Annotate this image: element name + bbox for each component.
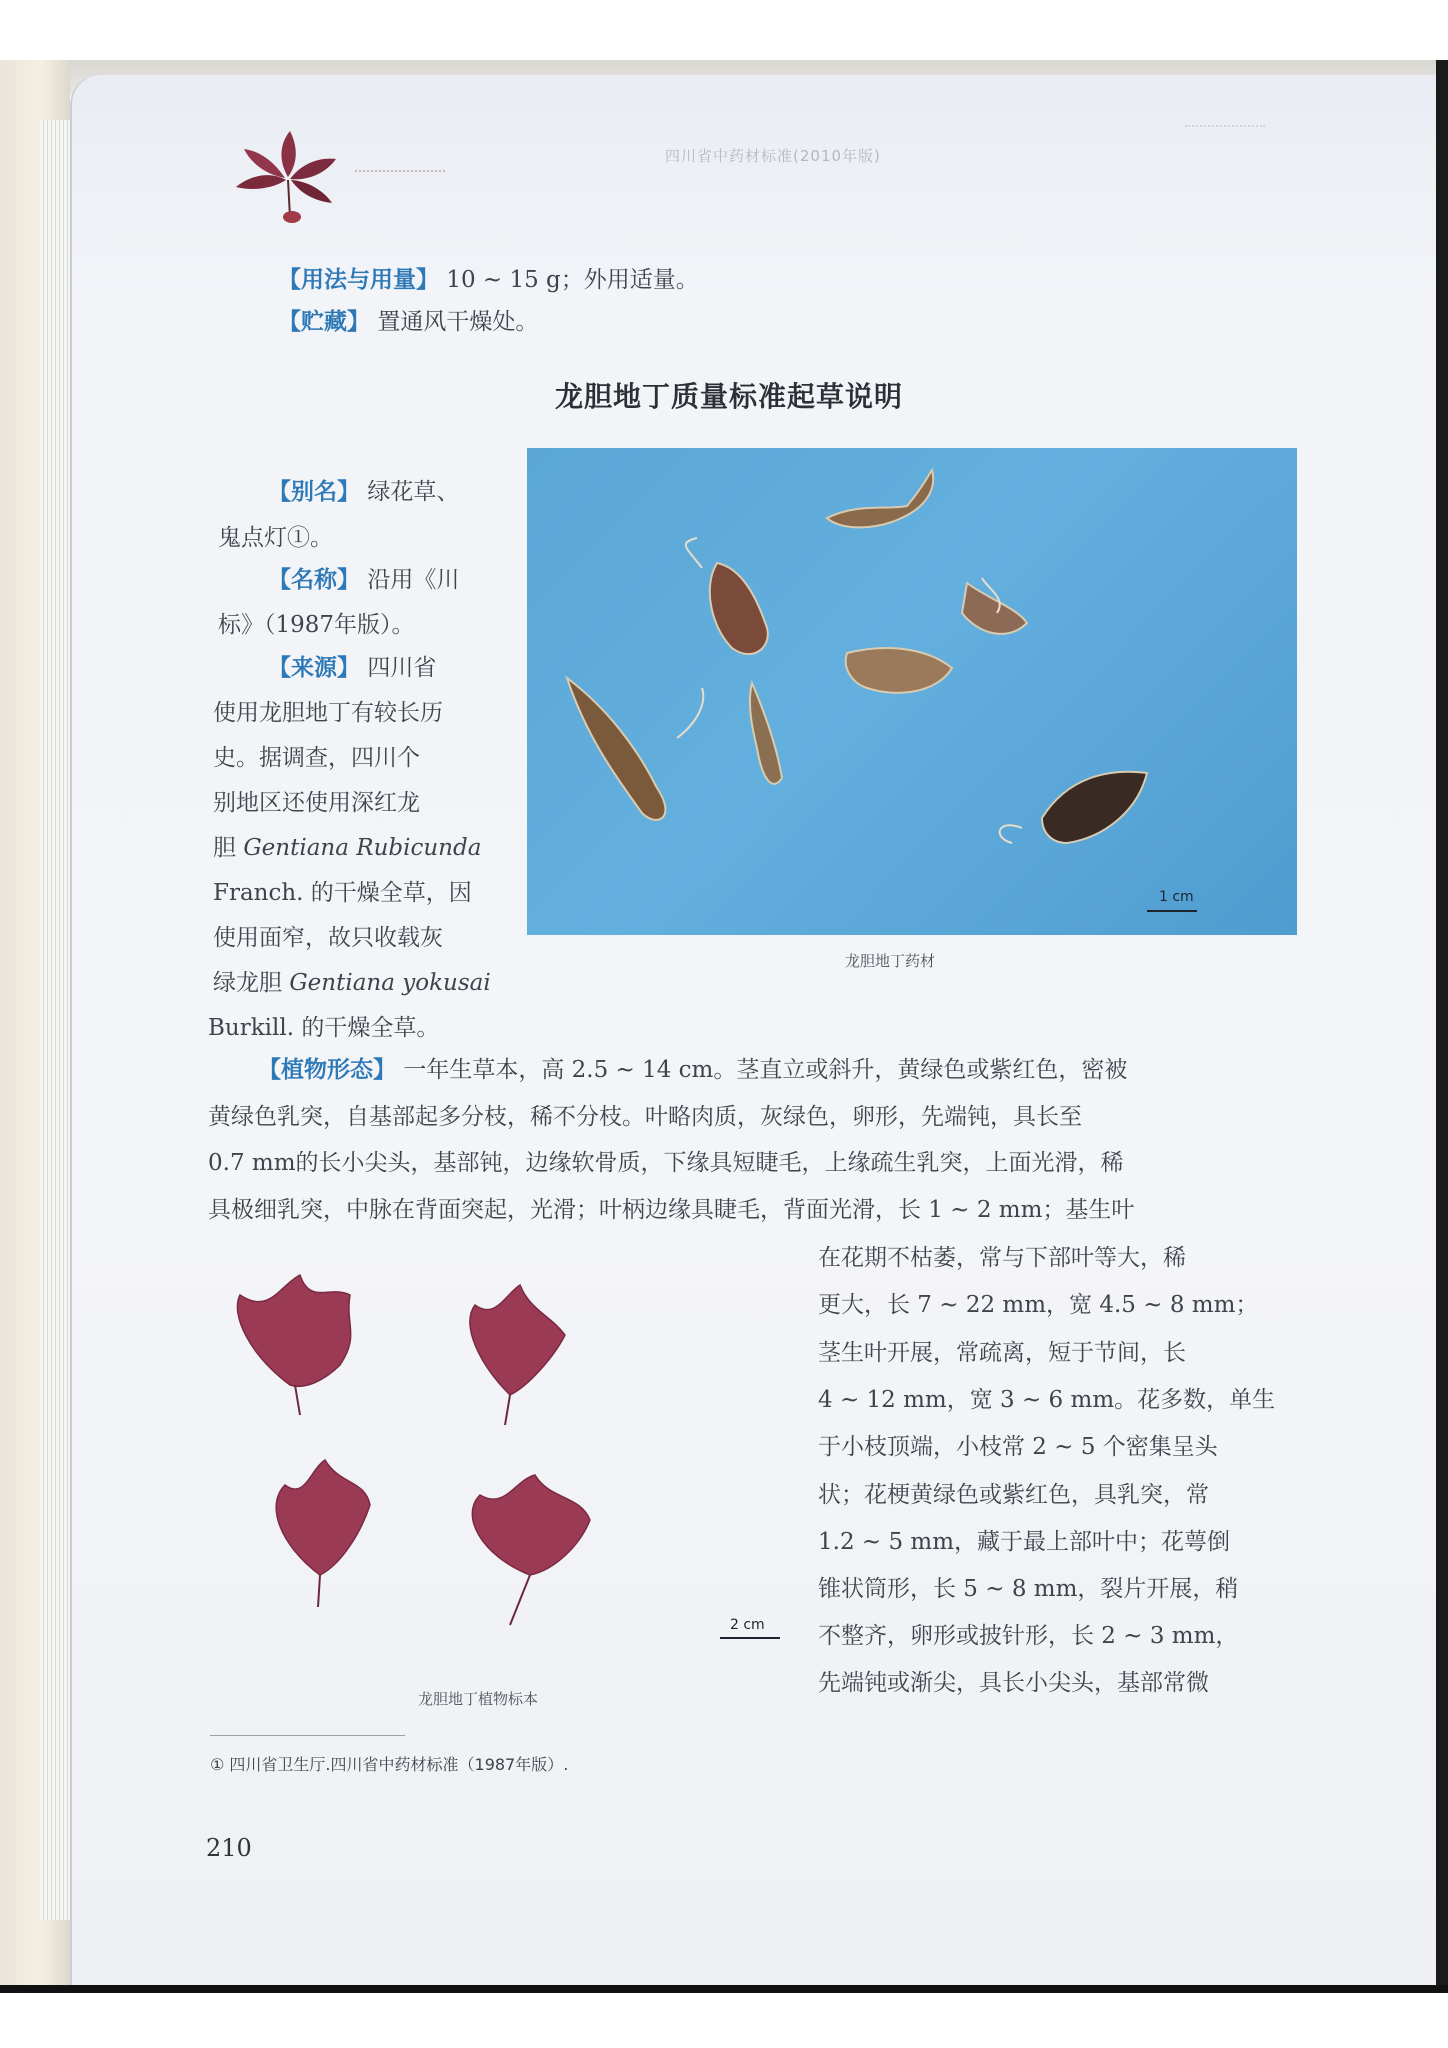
photo-top-margin [0,0,1448,60]
morphology-line: 0.7 mm的长小尖头，基部钝，边缘软骨质，下缘具短睫毛，上缘疏生乳突，上面光滑，稀 [208,1150,1124,1176]
usage-line [278,265,699,295]
left-col-line: 标》（1987年版）。 [218,612,415,638]
figure-caption: 龙胆地丁药材 [845,952,936,970]
left-col-line: 鬼点灯①。 [218,525,333,551]
source-line: 【来源】 四川省 [268,655,437,681]
right-shadow-edge [1436,60,1448,1985]
alias-label: 【别名】 [268,479,360,505]
herb-material-photo [527,448,1297,935]
left-col-line: 使用龙胆地丁有较长历 [213,700,443,726]
latin-name: Gentiana yokusai [289,970,491,996]
page-number: 210 [206,1834,252,1862]
morphology-line: 更大，长 7 ~ 22 mm，宽 4.5 ~ 8 mm； [818,1292,1259,1318]
left-col-line: 史。据调查，四川个 [213,745,420,771]
morphology-line: 状；花梗黄绿色或紫红色，具乳突，常 [818,1482,1209,1508]
name-line: 【名称】 沿用《川 [268,567,460,593]
storage-line [278,307,538,337]
name-label: 【名称】 [268,567,360,593]
scale-bar [720,1637,780,1639]
scale-label: 1 cm [1159,889,1194,905]
plant-specimen-illustration [210,1245,790,1665]
left-col-line: 胆 Gentiana Rubicunda [213,835,482,861]
morphology-line: 不整齐，卵形或披针形，长 2 ~ 3 mm， [818,1623,1239,1649]
morphology-line: 于小枝顶端，小枝常 2 ~ 5 个密集呈头 [818,1434,1218,1460]
morphology-line: 黄绿色乳突，自基部起多分枝，稀不分枝。叶略肉质，灰绿色，卵形，先端钝，具长至 [208,1104,1082,1130]
left-col-line: 使用面窄，故只收载灰 [213,925,443,951]
morphology-line: 4 ~ 12 mm，宽 3 ~ 6 mm。花多数，单生 [818,1387,1276,1413]
bottom-shadow-edge [0,1985,1448,1993]
leaf-sprig-icon [228,125,348,225]
footnote: ① 四川省卫生厅.四川省中药材标准（1987年版）. [210,1755,569,1774]
usage-text: 10 ~ 15 g；外用适量。 [446,267,699,293]
footnote-rule [210,1735,405,1736]
alias-line: 【别名】 绿花草、 [268,479,460,505]
left-col-line: 绿龙胆 Gentiana yokusai [213,970,491,996]
header-decor-line-right [1185,125,1265,131]
left-col-line: Burkill. 的干燥全草。 [208,1015,440,1041]
usage-label: 【用法与用量】 [278,267,439,293]
morphology-line: 【植物形态】 一年生草本，高 2.5 ~ 14 cm。茎直立或斜升，黄绿色或紫红色，密被 [258,1057,1128,1083]
scale-bar [1147,910,1197,912]
header-decor-line [355,170,445,176]
morphology-line: 先端钝或渐尖，具长小尖头，基部常微 [818,1670,1209,1696]
running-head: 四川省中药材标准(2010年版) [665,147,881,165]
latin-name: Gentiana Rubicunda [243,835,482,861]
morphology-line: 锥状筒形，长 5 ~ 8 mm，裂片开展，稍 [818,1576,1239,1602]
photo-bottom-margin [0,1985,1448,2048]
source-label: 【来源】 [268,655,360,681]
morphology-label: 【植物形态】 [258,1057,396,1083]
morphology-line: 茎生叶开展，常疏离，短于节间，长 [818,1340,1186,1366]
figure-caption: 龙胆地丁植物标本 [418,1690,539,1708]
storage-text: 置通风干燥处。 [377,309,539,335]
section-title: 龙胆地丁质量标准起草说明 [555,380,904,413]
left-col-line: 别地区还使用深红龙 [213,790,420,816]
morphology-line: 在花期不枯萎，常与下部叶等大，稀 [818,1245,1186,1271]
scale-label: 2 cm [730,1617,765,1633]
morphology-line: 1.2 ~ 5 mm，藏于最上部叶中；花萼倒 [818,1529,1231,1555]
plant-specimen-photo [210,1245,790,1665]
dried-herb-illustration [527,448,1297,935]
left-col-line: Franch. 的干燥全草，因 [213,880,472,906]
morphology-line: 具极细乳突，中脉在背面突起，光滑；叶柄边缘具睫毛，背面光滑，长 1 ~ 2 mm；基生叶 [208,1197,1135,1223]
storage-label: 【贮藏】 [278,309,370,335]
